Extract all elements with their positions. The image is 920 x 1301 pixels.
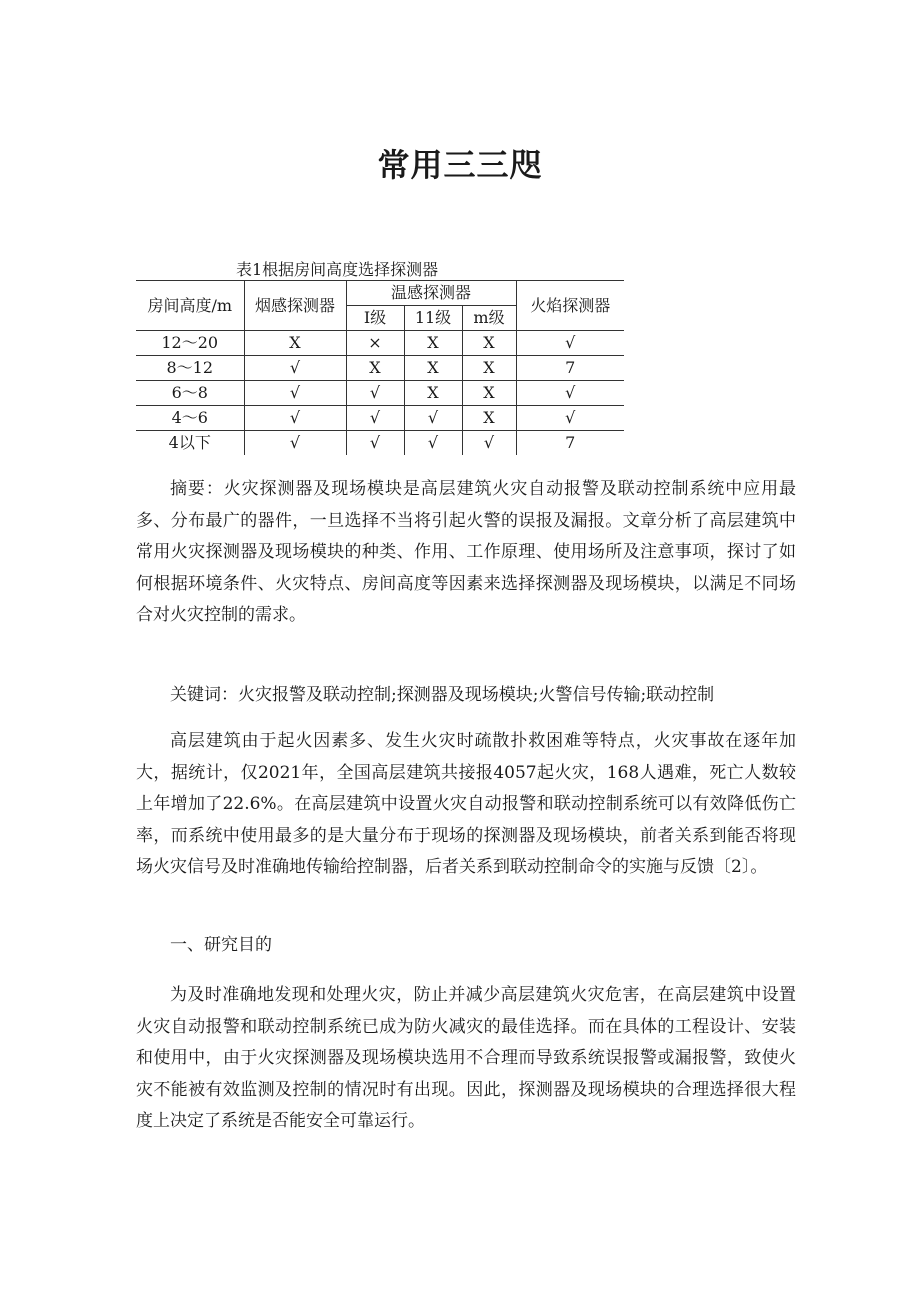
table-cell: √ — [244, 431, 346, 456]
table-cell: √ — [244, 356, 346, 381]
table-cell: √ — [346, 381, 404, 406]
table-cell: 12～20 — [136, 331, 244, 356]
table-cell: √ — [516, 381, 624, 406]
table-row — [136, 431, 624, 456]
table-row — [136, 406, 624, 431]
table-cell: √ — [404, 431, 462, 456]
table-cell: X — [404, 381, 462, 406]
table-row — [136, 381, 624, 406]
table-cell: X — [462, 356, 516, 381]
table-cell: X — [244, 331, 346, 356]
table-cell: √ — [516, 406, 624, 431]
table-cell: × — [346, 331, 404, 356]
table-row — [136, 331, 624, 356]
table-cell: X — [462, 381, 516, 406]
table-cell: √ — [462, 431, 516, 456]
header-room-height: 房间高度/m — [136, 281, 244, 331]
table-cell: √ — [244, 406, 346, 431]
keywords-line: 关键词：火灾报警及联动控制;探测器及现场模块;火警信号传输;联动控制 — [170, 685, 715, 705]
header-heat-level-3: m级 — [462, 306, 516, 331]
table-caption: 表1根据房间高度选择探测器 — [236, 260, 439, 279]
table-row — [136, 356, 624, 381]
abstract-paragraph: 摘要：火灾探测器及现场模块是高层建筑火灾自动报警及联动控制系统中应用最多、分布最广的器件，一旦选择不当将引起火警的误报及漏报。文章分析了高层建筑中常用火灾探测器及现场模块的种类、作用、工作原理、使用场所及注意事项，探讨了如何根据环境条件、火灾特点、房间高度等因素来选择探测器及现场模块，以满足不同场合对火灾控制的需求。 — [136, 479, 796, 625]
table-cell: X — [462, 331, 516, 356]
table-cell: √ — [404, 406, 462, 431]
header-heat-level-2: 11级 — [404, 306, 462, 331]
section-heading: 一、研究目的 — [170, 935, 272, 955]
table-cell: √ — [346, 406, 404, 431]
table-cell: √ — [346, 431, 404, 456]
table-header-row — [136, 281, 624, 306]
table-cell: 8～12 — [136, 356, 244, 381]
table-cell: 7 — [516, 356, 624, 381]
table-cell: √ — [516, 331, 624, 356]
table-cell: X — [404, 331, 462, 356]
header-flame-detector: 火焰探测器 — [516, 281, 624, 331]
header-smoke-detector: 烟感探测器 — [244, 281, 346, 331]
table-cell: √ — [244, 381, 346, 406]
table-cell: X — [462, 406, 516, 431]
table-cell: 7 — [516, 431, 624, 456]
table-cell: 6～8 — [136, 381, 244, 406]
page-title: 常用三三咫 — [377, 146, 543, 184]
purpose-paragraph: 为及时准确地发现和处理火灾，防止并减少高层建筑火灾危害，在高层建筑中设置火灾自动报警和联动控制系统已成为防火减灾的最佳选择。而在具体的工程设计、安装和使用中，由于火灾探测器及现场模块选用不合理而导致系统误报警或漏报警，致使火灾不能被有效监测及控制的情况时有出现。因此，探测器及现场模块的合理选择很大程度上决定了系统是否能安全可靠运行。 — [136, 985, 796, 1131]
header-heat-level-1: Ⅰ级 — [346, 306, 404, 331]
table-cell: 4～6 — [136, 406, 244, 431]
table-cell: 4以下 — [168, 433, 211, 452]
header-heat-detector: 温感探测器 — [346, 281, 516, 306]
table-cell: X — [404, 356, 462, 381]
table-cell: X — [346, 356, 404, 381]
detector-selection-table — [136, 280, 624, 455]
intro-paragraph: 高层建筑由于起火因素多、发生火灾时疏散扑救困难等特点，火灾事故在逐年加大，据统计，仅2021年，全国高层建筑共接报4057起火灾，168人遇难，死亡人数较上年增加了22.6%。在高层建筑中设置火灾自动报警和联动控制系统可以有效降低伤亡率，而系统中使用最多的是大量分布于现场的探测器及现场模块，前者关系到能否将现场火灾信号及时准确地传输给控制器，后者关系到联动控制命令的实施与反馈〔2〕。 — [136, 731, 796, 877]
